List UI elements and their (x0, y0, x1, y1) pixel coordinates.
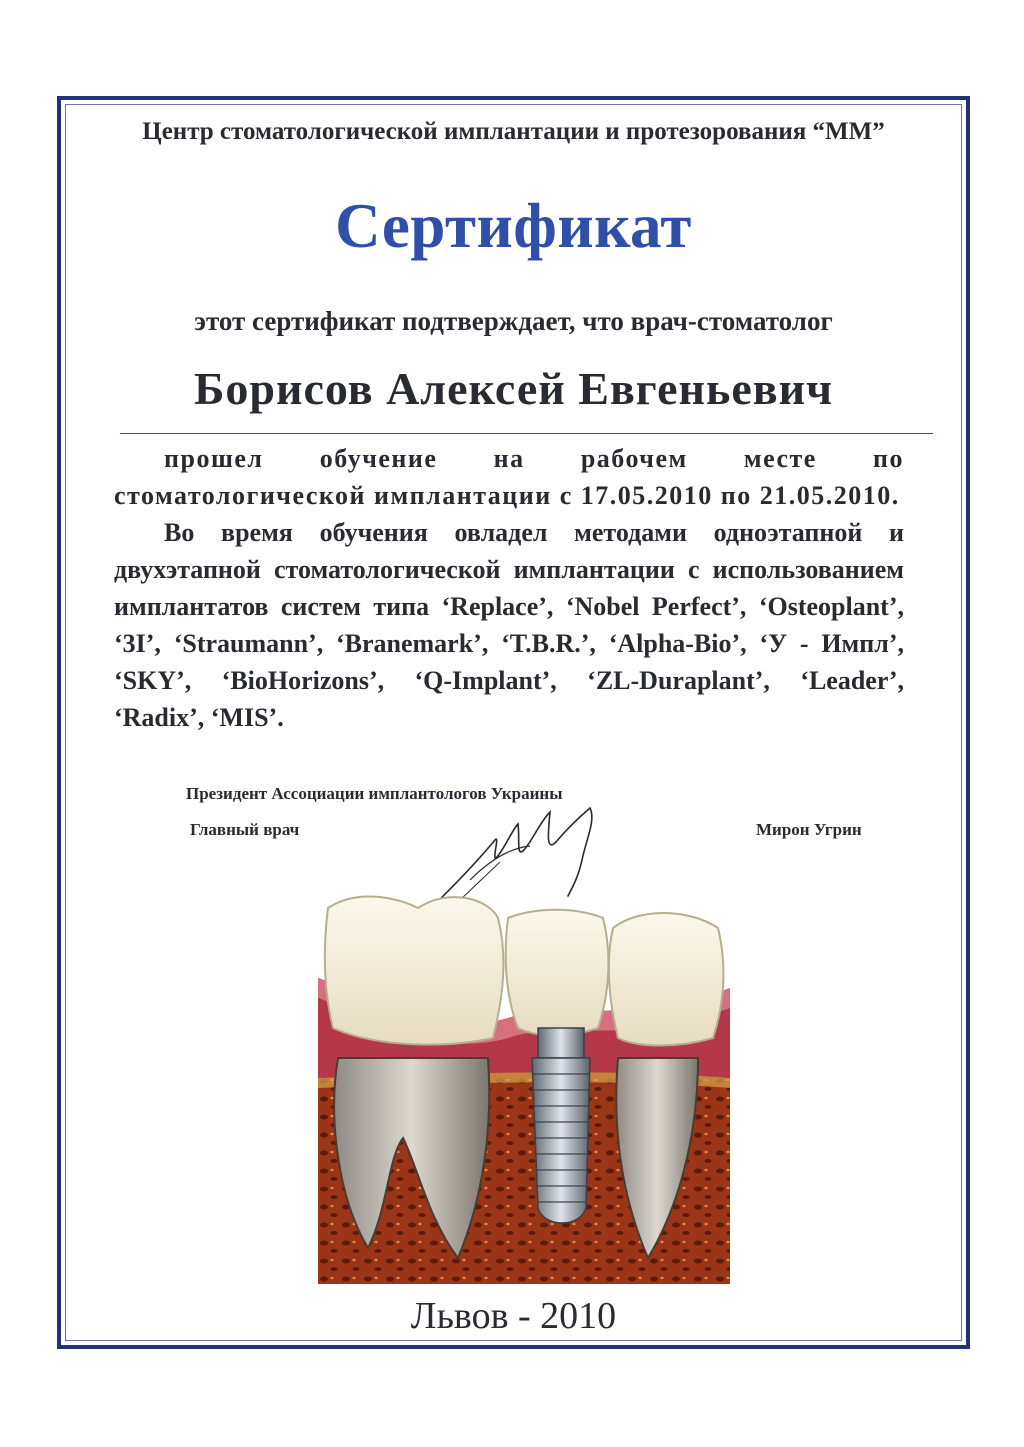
certificate-title: Сертификат (335, 191, 692, 261)
city-year: Львов - 2010 (410, 1295, 617, 1337)
president-title: Президент Ассоциации имплантологов Украины (186, 784, 563, 803)
name-underline (120, 433, 933, 434)
methods-paragraph: Во время обучения овладел методами одноэтапной и двухэтапной стоматологической имплантации с использованием имплантатов систем типа ‘Replace’, ‘Nobel Perfect’, ‘Osteoplant’, ‘3I’, ‘Straumann’, ‘Branemark’, ‘T.B.R.’, ‘Alpha-Bio’, ‘У - Импл’, ‘SKY’, ‘BioHorizons’, ‘Q-Implant’, ‘ZL-Duraplant’, ‘Leader’, ‘Radix’, ‘MIS’. (114, 518, 904, 732)
signatory-name: Мирон Угрин (756, 820, 862, 839)
training-paragraph: прошел обучение на рабочем месте по стоматологической имплантации с 17.05.2010 по 21.05.2010. (114, 444, 904, 510)
doctor-name: Борисов Алексей Евгеньевич (193, 363, 834, 414)
certificate-body (114, 440, 904, 736)
organization-name: Центр стоматологической имплантации и протезорования “ММ” (142, 118, 885, 145)
chief-doctor-label: Главный врач (190, 820, 300, 839)
dental-implant-illustration (318, 878, 730, 1284)
confirmation-text: этот сертификат подтверждает, что врач-стоматолог (194, 306, 833, 336)
